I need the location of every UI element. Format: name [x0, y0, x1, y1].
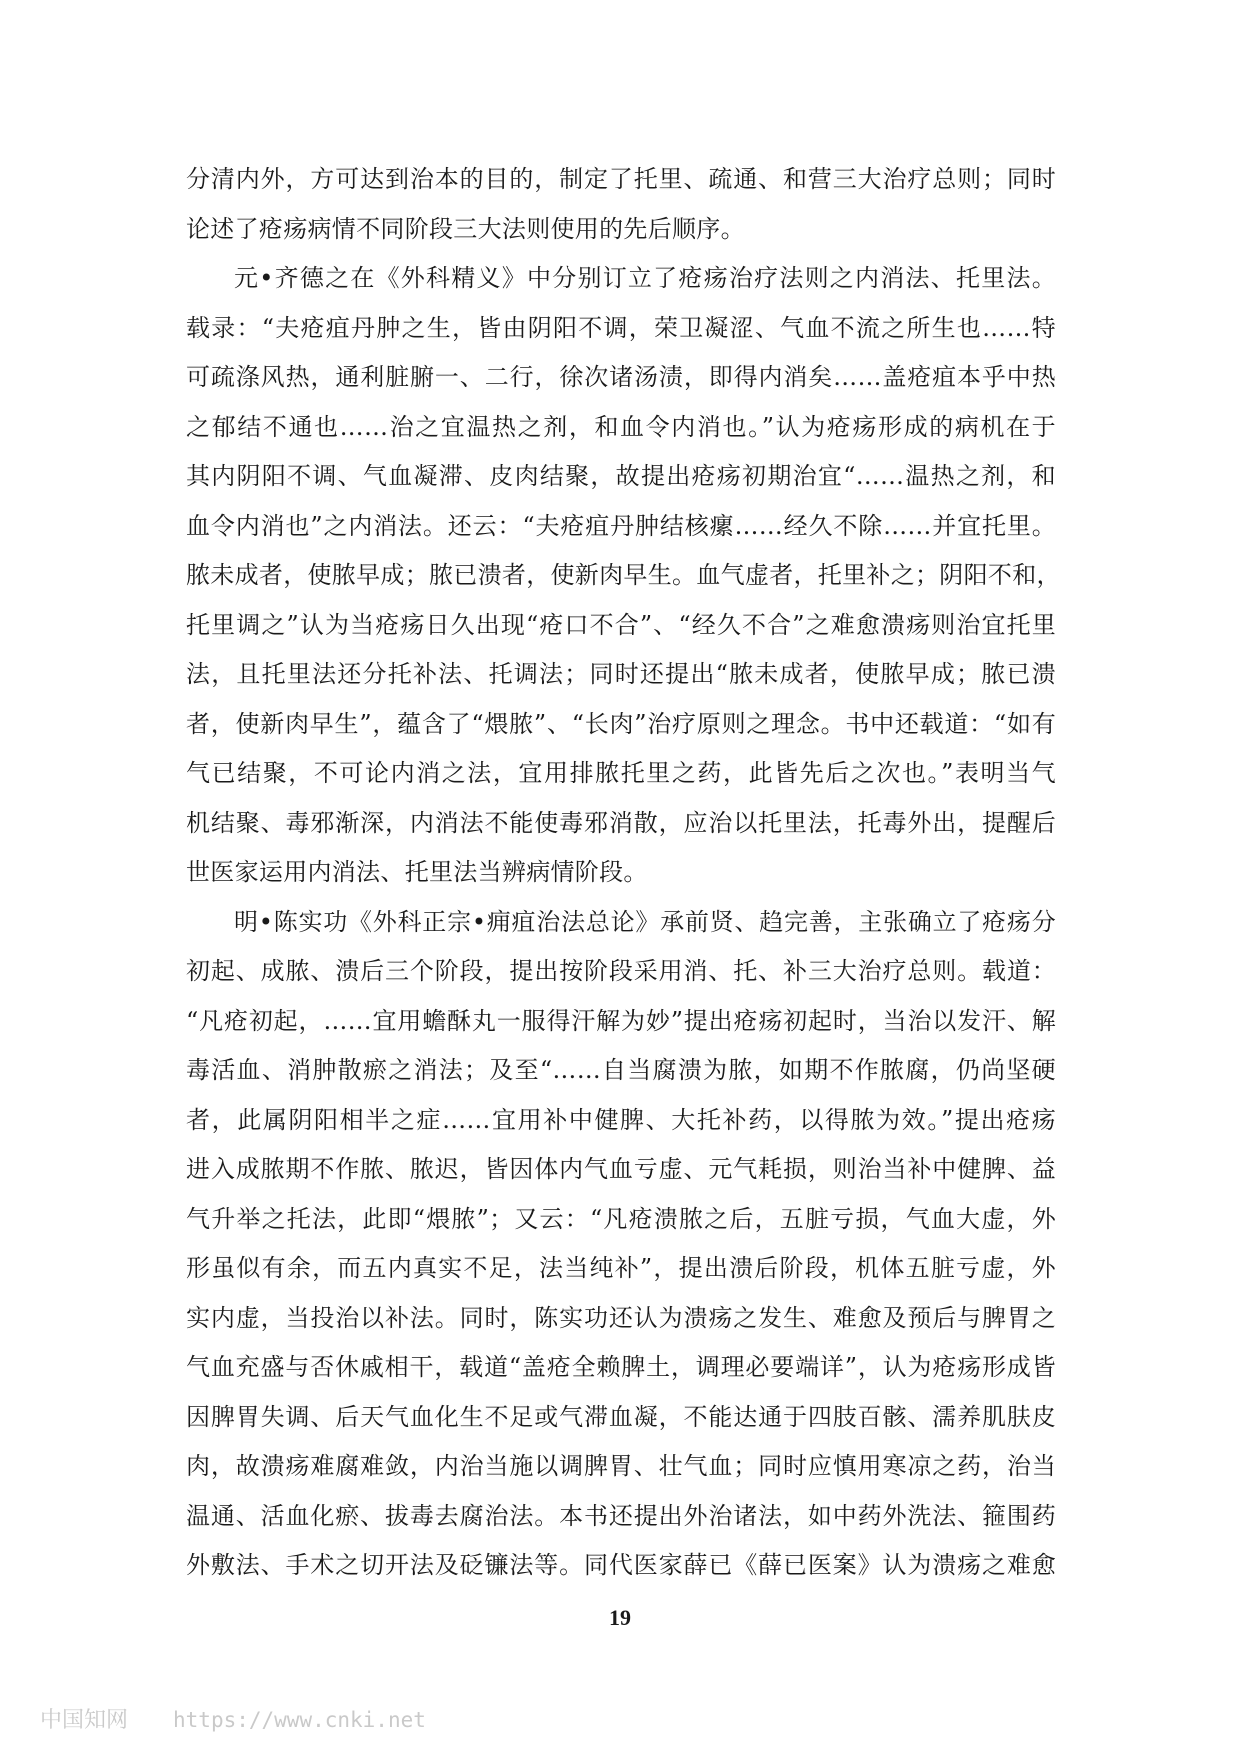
text-line: 温通、活血化瘀、拔毒去腐治法。本书还提出外治诸法，如中药外洗法、箍围药 [186, 1501, 1056, 1530]
text-line: 论述了疮疡病情不同阶段三大法则使用的先后顺序。 [186, 214, 745, 243]
text-line: 明•陈实功《外科正宗•痈疽治法总论》承前贤、趋完善，主张确立了疮疡分 [234, 907, 1056, 936]
text-line: 气已结聚，不可论内消之法，宜用排脓托里之药，此皆先后之次也。”表明当气 [186, 759, 1056, 787]
text-line: 托里调之”认为当疮疡日久出现“疮口不合”、“经久不合”之难愈溃疡则治宜托里 [186, 610, 1056, 639]
text-line: 外敷法、手术之切开法及砭镰法等。同代医家薛已《薛已医案》认为溃疡之难愈 [186, 1551, 1056, 1579]
text-line: 形虽似有余，而五内真实不足，法当纯补”，提出溃后阶段，机体五脏亏虚，外 [186, 1254, 1056, 1282]
text-line: 肉，故溃疡难腐难敛，内治当施以调脾胃、壮气血；同时应慎用寒凉之药，治当 [186, 1452, 1056, 1480]
text-line: 脓未成者，使脓早成；脓已溃者，使新肉早生。血气虚者，托里补之；阴阳不和， [186, 561, 1061, 589]
text-line: 载录：“夫疮疽丹肿之生，皆由阴阳不调，荣卫凝涩、气血不流之所生也……特 [186, 313, 1056, 342]
text-line: 可疏涤风热，通利脏腑一、二行，徐次诸汤渍，即得内消矣……盖疮疽本乎中热 [186, 363, 1056, 391]
text-line: 毒活血、消肿散瘀之消法；及至“……自当腐溃为脓，如期不作脓腐，仍尚坚硬 [186, 1056, 1056, 1084]
text-line: 气升举之托法，此即“煨脓”；又云：“凡疮溃脓之后，五脏亏损，气血大虚，外 [186, 1204, 1056, 1233]
text-line: 机结聚、毒邪渐深，内消法不能使毒邪消散，应治以托里法，托毒外出，提醒后 [186, 808, 1056, 837]
watermark-logo-text: 中国知网 [40, 1708, 129, 1733]
text-line: 气血充盛与否休戚相干，载道“盖疮全赖脾土，调理必要端详”，认为疮疡形成皆 [186, 1353, 1056, 1381]
text-line: 初起、成脓、溃后三个阶段，提出按阶段采用消、托、补三大治疗总则。载道： [186, 957, 1056, 985]
text-line: 者，此属阴阳相半之症……宜用补中健脾、大托补药，以得脓为效。”提出疮疡 [186, 1105, 1056, 1134]
text-line: 分清内外，方可达到治本的目的，制定了托里、疏通、和营三大治疗总则；同时 [186, 165, 1056, 193]
text-line: 进入成脓期不作脓、脓迟，皆因体内气血亏虚、元气耗损，则治当补中健脾、益 [186, 1155, 1056, 1183]
body-text [186, 155, 1061, 1591]
text-line: 法，且托里法还分托补法、托调法；同时还提出“脓未成者，使脓早成；脓已溃 [186, 660, 1056, 688]
text-line: 世医家运用内消法、托里法当辨病情阶段。 [186, 858, 648, 886]
cnki-watermark [40, 1703, 426, 1734]
text-line: 血令内消也”之内消法。还云：“夫疮疽丹肿结核瘰……经久不除……并宜托里。 [186, 511, 1056, 540]
text-line: 者，使新肉早生”，蕴含了“煨脓”、“长肉”治疗原则之理念。书中还载道：“如有 [186, 709, 1056, 738]
watermark-url: https://www.cnki.net [173, 1708, 426, 1732]
text-line: 其内阴阳不调、气血凝滞、皮肉结聚，故提出疮疡初期治宜“……温热之剂，和 [186, 462, 1056, 490]
text-line: 之郁结不通也……治之宜温热之剂，和血令内消也。”认为疮疡形成的病机在于 [186, 412, 1056, 441]
text-line: 元•齐德之在《外科精义》中分别订立了疮疡治疗法则之内消法、托里法。 [234, 264, 1056, 292]
page-number: 19 [609, 1605, 631, 1630]
text-line: 因脾胃失调、后天气血化生不足或气滞血凝，不能达通于四肢百骸、濡养肌肤皮 [186, 1402, 1056, 1431]
text-line: “凡疮初起，……宜用蟾酥丸一服得汗解为妙”提出疮疡初起时，当治以发汗、解 [186, 1006, 1056, 1035]
text-line: 实内虚，当投治以补法。同时，陈实功还认为溃疡之发生、难愈及预后与脾胃之 [186, 1303, 1056, 1332]
